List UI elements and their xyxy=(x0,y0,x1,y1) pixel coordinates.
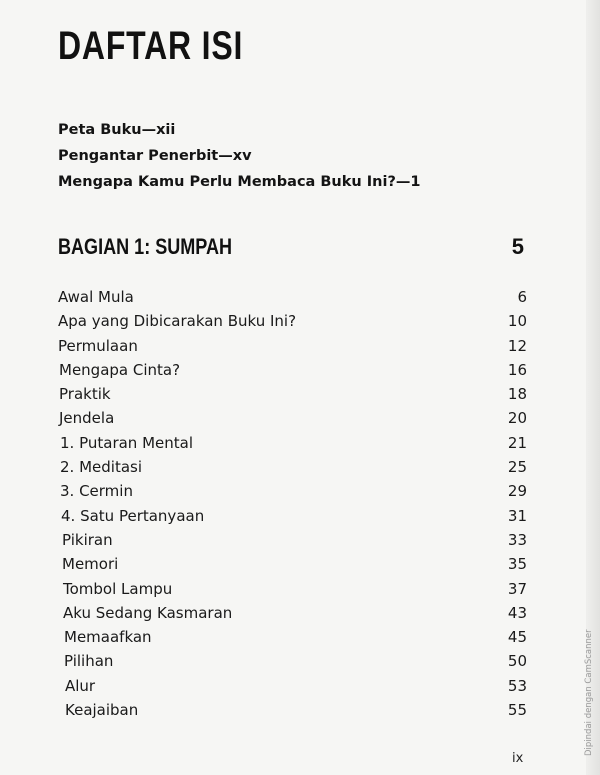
toc-entry xyxy=(0,628,600,652)
toc-entry-label: 2. Meditasi xyxy=(60,458,142,477)
toc-entry xyxy=(0,337,600,361)
toc-entry-page: 10 xyxy=(507,312,527,331)
toc-entry-label: Memori xyxy=(62,555,119,574)
toc-entry xyxy=(0,531,600,555)
toc-list xyxy=(0,288,600,725)
toc-entry-label: Apa yang Dibicarakan Buku Ini? xyxy=(58,312,297,331)
toc-entry-label: Keajaiban xyxy=(65,701,139,720)
toc-entry xyxy=(0,652,600,676)
toc-entry-label: 3. Cermin xyxy=(60,482,133,501)
toc-entry-label: Tombol Lampu xyxy=(63,579,173,598)
page-folio: ix xyxy=(512,751,524,766)
section-heading xyxy=(58,234,524,264)
front-matter-item: Peta Buku—xii xyxy=(58,122,176,138)
toc-entry-label: 1. Putaran Mental xyxy=(60,433,193,452)
scanner-watermark: Dipindai dengan CamScanner xyxy=(584,629,594,756)
toc-entry-page: 21 xyxy=(507,433,527,452)
toc-entry-page: 25 xyxy=(507,458,527,477)
toc-entry-label: Mengapa Cinta? xyxy=(59,360,181,379)
toc-entry-label: Alur xyxy=(65,676,96,695)
front-matter-item: Mengapa Kamu Perlu Membaca Buku Ini?—1 xyxy=(58,174,421,190)
toc-entry-page: 43 xyxy=(507,603,527,622)
toc-entry xyxy=(0,580,600,604)
toc-entry-label: 4. Satu Pertanyaan xyxy=(61,506,205,525)
toc-entry-page: 12 xyxy=(507,336,527,355)
toc-entry-page: 37 xyxy=(507,579,527,598)
toc-entry xyxy=(0,604,600,628)
toc-entry-page: 29 xyxy=(507,482,527,501)
toc-entry-page: 55 xyxy=(507,701,527,720)
toc-entry-page: 18 xyxy=(507,385,527,404)
front-matter-item: Pengantar Penerbit—xv xyxy=(58,148,252,164)
toc-entry-page: 20 xyxy=(507,409,527,428)
toc-entry-label: Permulaan xyxy=(58,336,138,355)
front-matter-list xyxy=(58,119,420,197)
toc-entry xyxy=(0,677,600,701)
toc-entry-page: 6 xyxy=(517,288,527,306)
section-page-number: 5 xyxy=(511,234,524,259)
toc-entry-label: Memaafkan xyxy=(64,628,152,647)
toc-entry-label: Praktik xyxy=(59,385,111,404)
toc-entry-page: 35 xyxy=(507,555,527,574)
toc-entry xyxy=(0,312,600,336)
toc-entry-label: Pikiran xyxy=(62,530,113,549)
toc-entry-page: 16 xyxy=(507,360,527,379)
toc-entry-page: 45 xyxy=(507,628,527,647)
toc-entry xyxy=(0,288,600,312)
toc-entry-label: Aku Sedang Kasmaran xyxy=(63,603,233,622)
toc-entry-label: Jendela xyxy=(59,409,115,428)
toc-entry xyxy=(0,409,600,433)
section-title: BAGIAN 1: SUMPAH xyxy=(58,234,233,259)
toc-entry-page: 33 xyxy=(507,530,527,549)
toc-entry xyxy=(0,458,600,482)
toc-entry xyxy=(0,507,600,531)
toc-entry xyxy=(0,701,600,725)
toc-entry xyxy=(0,555,600,579)
toc-entry-page: 53 xyxy=(507,676,527,695)
toc-entry xyxy=(0,434,600,458)
toc-entry xyxy=(0,482,600,506)
toc-entry xyxy=(0,385,600,409)
toc-entry-page: 50 xyxy=(507,652,527,671)
page-title: DAFTAR ISI xyxy=(58,24,244,68)
toc-entry-label: Awal Mula xyxy=(58,288,134,306)
toc-entry-page: 31 xyxy=(507,506,527,525)
toc-entry-label: Pilihan xyxy=(64,652,114,671)
toc-entry xyxy=(0,361,600,385)
